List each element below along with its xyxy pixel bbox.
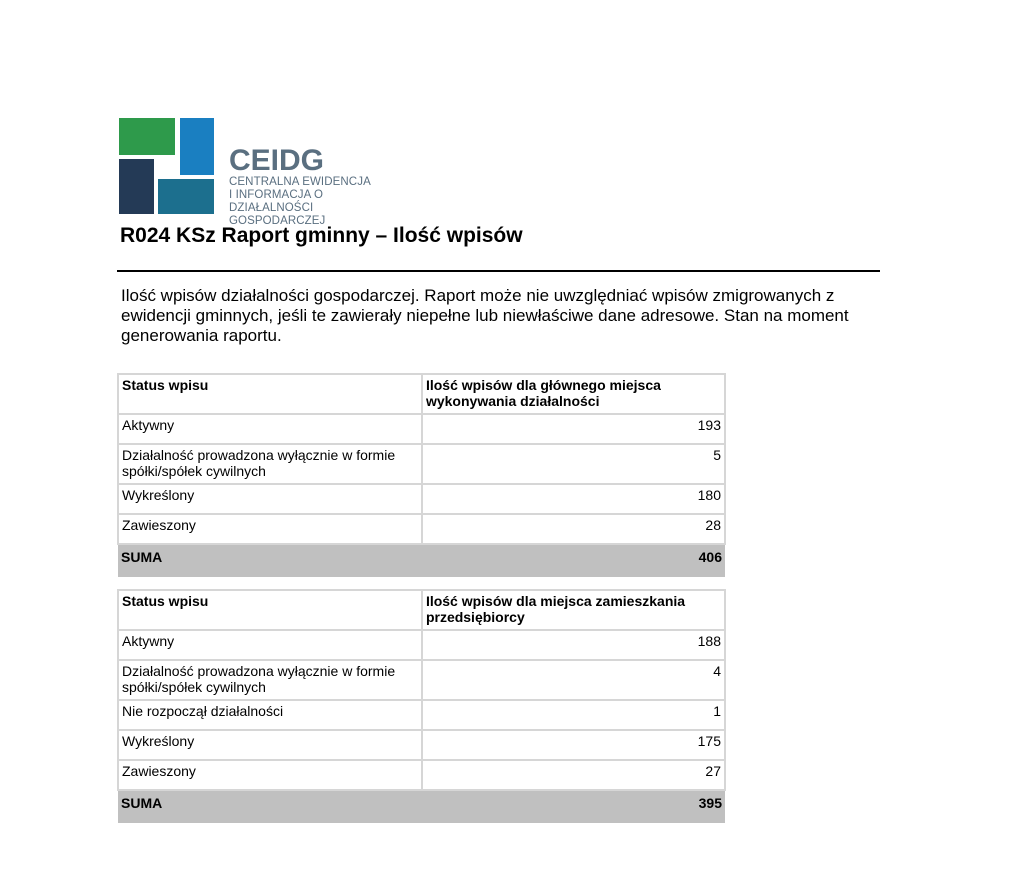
table-row (118, 484, 725, 514)
row-count: 1 (422, 700, 725, 730)
row-status: Działalność prowadzona wyłącznie w formie spółki/spółek cywilnych (118, 660, 422, 700)
ceidg-logo-mark-icon (118, 117, 218, 215)
header-count: Ilość wpisów dla głównego miejsca wykonywania działalności (422, 374, 725, 414)
report-description: Ilość wpisów działalności gospodarczej. Raport może nie uwzględniać wpisów zmigrowanych z ewidencji gminnych, jeśli te zawierały niepełne lub niewłaściwe dane adresowe. Stan na moment generowania raportu. (121, 286, 849, 345)
logo-subtitle-line-1: CENTRALNA EWIDENCJA (229, 176, 371, 188)
table-row (118, 700, 725, 730)
main-place-table (117, 373, 726, 577)
table-row (118, 760, 725, 790)
row-status: Aktywny (118, 414, 422, 444)
logo-subtitle-line-3: GOSPODARCZEJ (229, 215, 326, 227)
row-count: 180 (422, 484, 725, 514)
row-count: 188 (422, 630, 725, 660)
row-count: 28 (422, 514, 725, 544)
sum-label: SUMA (118, 544, 422, 577)
sum-value: 395 (422, 790, 725, 823)
title-divider (117, 270, 880, 272)
header-status: Status wpisu (118, 374, 422, 414)
row-count: 5 (422, 444, 725, 484)
sum-row (118, 544, 725, 577)
row-count: 27 (422, 760, 725, 790)
logo-blue-block (180, 118, 214, 175)
row-count: 4 (422, 660, 725, 700)
row-count: 193 (422, 414, 725, 444)
table-row (118, 444, 725, 484)
row-status: Działalność prowadzona wyłącznie w formie spółki/spółek cywilnych (118, 444, 422, 484)
row-status: Zawieszony (118, 760, 422, 790)
table-row (118, 630, 725, 660)
table-header-row (118, 374, 725, 414)
row-status: Wykreślony (118, 730, 422, 760)
table-header-row (118, 590, 725, 630)
sum-value: 406 (422, 544, 725, 577)
header-status: Status wpisu (118, 590, 422, 630)
table-row (118, 730, 725, 760)
residence-table (117, 589, 726, 823)
logo-navy-block (119, 159, 154, 214)
logo-text (229, 146, 410, 228)
sum-label: SUMA (118, 790, 422, 823)
table-row (118, 414, 725, 444)
report-title: R024 KSz Raport gminny – Ilość wpisów (120, 224, 523, 247)
table-row (118, 514, 725, 544)
row-count: 175 (422, 730, 725, 760)
row-status: Nie rozpoczął działalności (118, 700, 422, 730)
logo-teal-block (158, 179, 214, 214)
ceidg-logo (118, 117, 410, 227)
logo-green-block (119, 118, 175, 155)
table-row (118, 660, 725, 700)
logo-subtitle-line-2: I INFORMACJA O DZIAŁALNOŚCI (229, 189, 324, 214)
header-count: Ilość wpisów dla miejsca zamieszkania przedsiębiorcy (422, 590, 725, 630)
logo-name: CEIDG (229, 144, 325, 177)
row-status: Aktywny (118, 630, 422, 660)
row-status: Wykreślony (118, 484, 422, 514)
row-status: Zawieszony (118, 514, 422, 544)
sum-row (118, 790, 725, 823)
